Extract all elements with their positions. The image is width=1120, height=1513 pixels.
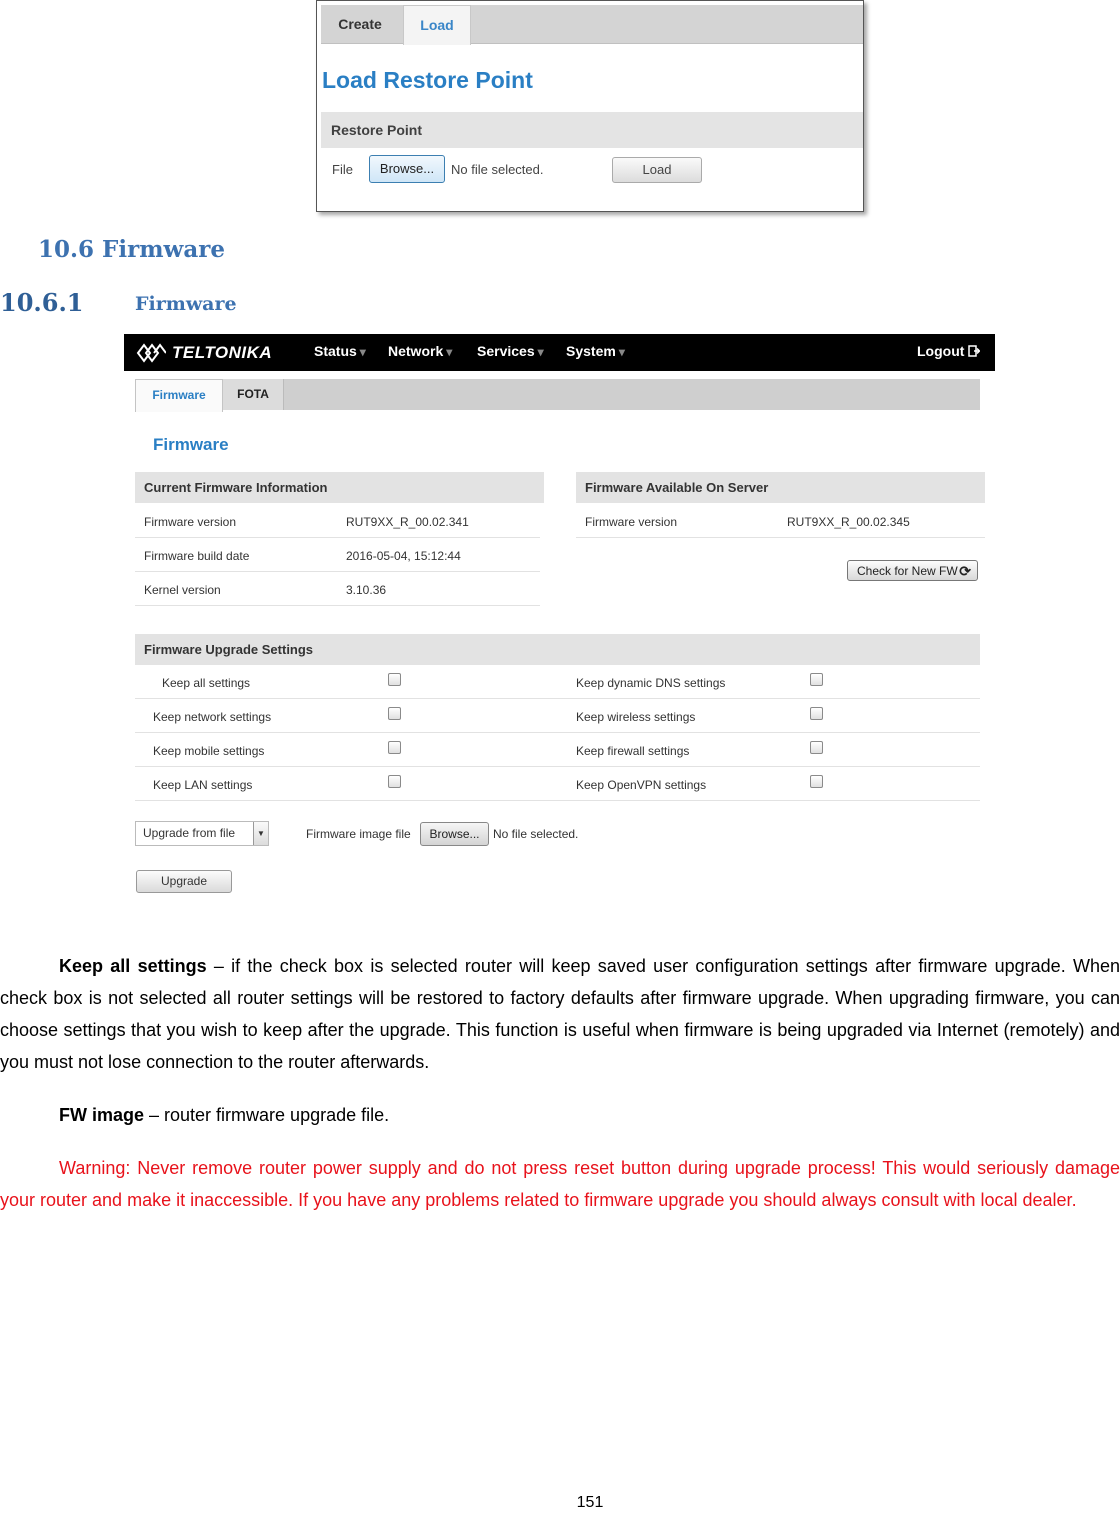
upgrade-settings-header: Firmware Upgrade Settings xyxy=(135,634,980,665)
teltonika-logo[interactable] xyxy=(136,338,272,368)
keep-lan-checkbox[interactable] xyxy=(388,775,401,788)
info-key: Firmware version xyxy=(585,515,678,529)
fw-image-description: – router firmware upgrade file. xyxy=(144,1105,390,1125)
setting-label: Keep firewall settings xyxy=(576,744,690,758)
restore-page-title: Load Restore Point xyxy=(322,67,533,93)
chevron-down-icon: ▾ xyxy=(359,345,366,359)
refresh-icon: ⟳ xyxy=(959,563,971,579)
firmware-browse-button[interactable]: Browse... xyxy=(420,822,489,846)
load-button[interactable]: Load xyxy=(612,157,702,183)
setting-label: Keep mobile settings xyxy=(153,744,265,758)
brand-name: TELTONIKA xyxy=(172,343,273,362)
keep-network-checkbox[interactable] xyxy=(388,707,401,720)
nav-network-label: Network xyxy=(388,343,444,359)
keep-openvpn-checkbox[interactable] xyxy=(810,775,823,788)
tab-load[interactable]: Load xyxy=(403,5,471,45)
section-heading-10-6: 10.6 Firmware xyxy=(38,236,225,263)
logout-link[interactable] xyxy=(917,334,980,371)
table-row xyxy=(135,504,540,538)
firmware-page-title: Firmware xyxy=(153,435,229,454)
keep-all-settings-description: – if the check box is selected router will keep saved user configuration settings after firmware upgrade. When check box is not selected all router settings will be restored to factory defaults after firmware upgrade. When upgrading firmware, you can choose settings that you wish to keep after the upgrade. This function is useful when firmware is being upgraded via Internet (remotely) and you must not lose connection to the router afterwards. xyxy=(0,956,1120,1072)
chevron-down-icon: ▾ xyxy=(537,345,544,359)
nav-status-label: Status xyxy=(314,343,357,359)
restore-tab-bar xyxy=(321,5,863,44)
nav-system[interactable] xyxy=(566,334,625,371)
keep-firewall-checkbox[interactable] xyxy=(810,741,823,754)
info-value: RUT9XX_R_00.02.345 xyxy=(787,515,910,529)
firmware-no-file-text: No file selected. xyxy=(493,827,579,841)
firmware-tab-bar xyxy=(135,379,980,410)
info-key: Firmware version xyxy=(144,515,237,529)
nav-system-label: System xyxy=(566,343,616,359)
keep-ddns-checkbox[interactable] xyxy=(810,673,823,686)
term-keep-all-settings: Keep all settings xyxy=(59,956,207,976)
subsection-title: Firmware xyxy=(135,293,237,315)
tab-fota[interactable]: FOTA xyxy=(223,379,284,410)
restore-point-screenshot xyxy=(316,0,864,212)
chevron-down-icon: ▾ xyxy=(618,345,625,359)
keep-mobile-checkbox[interactable] xyxy=(388,741,401,754)
restore-section-header: Restore Point xyxy=(321,112,863,148)
setting-label: Keep all settings xyxy=(162,676,251,690)
info-value: 3.10.36 xyxy=(346,583,387,597)
settings-row xyxy=(135,699,980,733)
logout-icon xyxy=(968,344,980,357)
table-row xyxy=(576,504,985,538)
firmware-image-label: Firmware image file xyxy=(306,827,411,841)
info-value: 2016-05-04, 15:12:44 xyxy=(346,549,461,563)
info-key: Kernel version xyxy=(144,583,221,597)
upgrade-source-value: Upgrade from file xyxy=(143,826,236,840)
settings-row xyxy=(135,767,980,801)
page-number: 151 xyxy=(576,1494,604,1511)
info-key: Firmware build date xyxy=(144,549,250,563)
logo-mark-icon xyxy=(136,342,166,364)
check-new-fw-label: Check for New FW xyxy=(857,564,958,578)
term-fw-image: FW image xyxy=(59,1105,145,1125)
subsection-number: 10.6.1 xyxy=(0,288,84,317)
nav-services[interactable] xyxy=(477,334,544,371)
no-file-text: No file selected. xyxy=(451,162,544,177)
fw-image-paragraph xyxy=(0,1099,1120,1131)
nav-network[interactable] xyxy=(388,334,452,371)
browse-button[interactable]: Browse... xyxy=(369,155,445,183)
file-label: File xyxy=(332,162,353,177)
settings-row xyxy=(135,665,980,699)
current-firmware-header: Current Firmware Information xyxy=(135,472,544,503)
firmware-screenshot xyxy=(124,334,995,900)
upgrade-source-select[interactable] xyxy=(135,821,269,846)
keep-wireless-checkbox[interactable] xyxy=(810,707,823,720)
keep-all-settings-paragraph xyxy=(0,950,1120,1078)
dropdown-arrow-icon: ▼ xyxy=(253,822,268,845)
top-nav-bar xyxy=(124,334,995,371)
warning-paragraph xyxy=(0,1152,1120,1216)
setting-label: Keep LAN settings xyxy=(153,778,253,792)
chevron-down-icon: ▾ xyxy=(446,345,453,359)
setting-label: Keep network settings xyxy=(153,710,272,724)
keep-all-settings-checkbox[interactable] xyxy=(388,673,401,686)
settings-row xyxy=(135,733,980,767)
table-row xyxy=(135,572,540,606)
setting-label: Keep OpenVPN settings xyxy=(576,778,707,792)
setting-label: Keep wireless settings xyxy=(576,710,696,724)
nav-status[interactable] xyxy=(314,334,366,371)
upgrade-button[interactable]: Upgrade xyxy=(136,870,232,893)
setting-label: Keep dynamic DNS settings xyxy=(576,676,726,690)
logout-label: Logout xyxy=(917,343,965,359)
nav-services-label: Services xyxy=(477,343,535,359)
tab-firmware[interactable]: Firmware xyxy=(135,379,223,412)
warning-text: Warning: Never remove router power supply and do not press reset button during upgrade process! This would seriously damage your router and make it inaccessible. If you have any problems related to firmware upgrade you should always consult with local dealer. xyxy=(0,1158,1120,1210)
server-firmware-header: Firmware Available On Server xyxy=(576,472,985,503)
table-row xyxy=(135,538,540,572)
info-value: RUT9XX_R_00.02.341 xyxy=(346,515,469,529)
check-new-fw-button[interactable] xyxy=(847,560,978,581)
tab-create[interactable]: Create xyxy=(338,16,382,32)
